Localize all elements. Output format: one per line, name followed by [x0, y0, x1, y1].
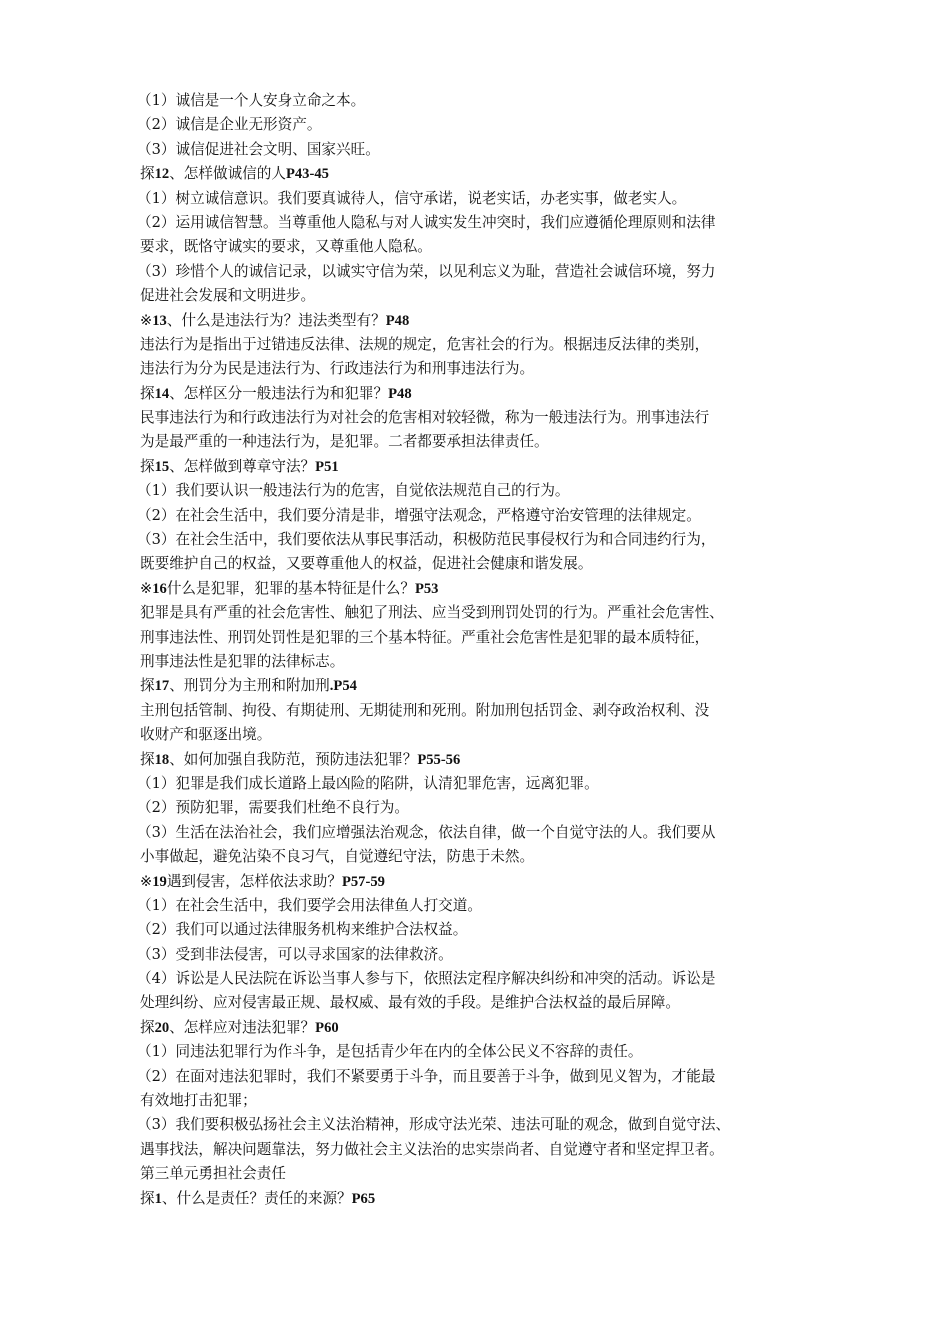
paragraph-line	[140, 284, 820, 308]
paragraph-line	[140, 406, 820, 430]
question-heading	[140, 455, 820, 479]
text-span: 小事做起，避免沾染不良习气，自觉遵纪守法，防患于未然。	[140, 848, 535, 866]
text-span: 要求，既恪守诚实的要求，又尊重他人隐私。	[140, 238, 432, 256]
question-heading	[140, 674, 820, 698]
text-span: ※	[140, 579, 153, 597]
list-item-line	[137, 943, 820, 967]
text-span: （1）我们要认识一般违法行为的危害，自觉依法规范自己的行为。	[137, 482, 570, 500]
text-span: 、什么是违法行为？违法类型有？	[166, 311, 386, 329]
text-span: 什么是犯罪，犯罪的基本特征是什么？	[166, 579, 415, 597]
text-span: 探	[140, 457, 155, 475]
bold-text: P51	[315, 458, 339, 475]
bold-text: 20	[154, 1019, 170, 1036]
bold-text: 18	[154, 751, 170, 768]
list-item-line	[137, 89, 820, 113]
text-span: 、怎样区分一般违法行为和犯罪？	[169, 384, 389, 402]
text-span: （3）受到非法侵害，可以寻求国家的法律救济。	[137, 945, 453, 963]
text-span: 既要维护自己的权益，又要尊重他人的权益，促进社会健康和谐发展。	[140, 555, 593, 573]
bold-text: 16	[152, 580, 167, 597]
text-span: （1）诚信是一个人安身立命之本。	[137, 92, 366, 109]
paragraph-line	[140, 626, 820, 650]
text-span: （2）在社会生活中，我们要分清是非，增强守法观念，严格遵守治安管理的法律规定。	[137, 506, 701, 524]
bold-text: P48	[388, 385, 412, 402]
text-span: 探	[140, 750, 155, 768]
question-heading	[140, 382, 820, 406]
bold-text: P48	[385, 312, 410, 329]
text-span: 犯罪是具有严重的社会危害性、触犯了刑法、应当受到刑罚处罚的行为。严重社会危害性、	[140, 604, 724, 622]
list-item-line	[137, 1113, 820, 1137]
list-item-line	[137, 528, 820, 552]
text-span: ※	[140, 311, 153, 329]
paragraph-line	[140, 845, 820, 869]
list-item-line	[137, 479, 820, 503]
bold-text: P55-56	[417, 751, 461, 768]
bold-text: 15	[154, 458, 170, 475]
text-span: 、怎样做诚信的人	[169, 165, 286, 183]
text-span: 刑事违法性、刑罚处罚性是犯罪的三个基本特征。严重社会危害性是犯罪的最本质特征，	[140, 628, 710, 646]
text-span: （3）在社会生活中，我们要依法从事民事活动，积极防范民事侵权行为和合同违约行为，	[137, 531, 716, 549]
paragraph-line	[140, 723, 820, 747]
bold-text: P60	[315, 1019, 339, 1036]
list-item-line	[137, 504, 820, 528]
paragraph-line	[140, 430, 820, 454]
text-span: （3）诚信促进社会文明、国家兴旺。	[137, 140, 380, 158]
text-span: （4）诉讼是人民法院在诉讼当事人参与下，依照法定程序解决纠纷和冲突的活动。诉讼是	[137, 970, 716, 988]
text-span: 探	[140, 1189, 155, 1207]
paragraph-line	[140, 552, 820, 576]
question-heading	[140, 577, 820, 601]
paragraph-line	[140, 357, 820, 381]
question-heading	[140, 1187, 820, 1211]
text-span: 刑事违法性是犯罪的法律标志。	[140, 652, 345, 670]
text-span: （3）珍惜个人的诚信记录，以诚实守信为荣，以见利忘义为耻，营造社会诚信环境，努力	[137, 262, 716, 280]
text-span: 探	[140, 165, 155, 183]
text-span: （2）在面对违法犯罪时，我们不紧要勇于斗争，而且要善于斗争，做到见义智为，才能最	[137, 1067, 716, 1085]
paragraph-line	[140, 1138, 820, 1162]
list-item-line	[137, 1040, 820, 1064]
text-span: 处理纠纷、应对侵害最正规、最权威、最有效的手段。是维护合法权益的最后屏障。	[140, 994, 680, 1012]
text-span: 、怎样应对违法犯罪？	[169, 1018, 316, 1036]
list-item-line	[137, 113, 820, 137]
paragraph-line	[140, 1162, 820, 1186]
bold-text: P43-45	[285, 166, 329, 183]
text-span: 民事违法行为和行政违法行为对社会的危害相对较轻微，称为一般违法行为。刑事违法行	[140, 409, 710, 427]
question-heading	[140, 870, 820, 894]
bold-text: P53	[414, 580, 439, 597]
text-span: （2）我们可以通过法律服务机构来维护合法权益。	[137, 921, 468, 939]
text-span: 、什么是责任？责任的来源？	[161, 1189, 352, 1207]
list-item-line	[137, 187, 820, 211]
text-span: ※	[140, 872, 153, 890]
bold-text: 12	[154, 166, 170, 183]
paragraph-line	[140, 650, 820, 674]
text-span: 收财产和驱逐出境。	[140, 726, 272, 744]
text-span: （2）预防犯罪，需要我们杜绝不良行为。	[137, 799, 409, 817]
question-heading	[140, 309, 820, 333]
text-span: 、怎样做到尊章守法？	[169, 457, 316, 475]
text-span: 违法行为是指出于过错违反法律、法规的规定，危害社会的行为。根据违反法律的类别，	[140, 335, 710, 353]
list-item-line	[137, 967, 820, 991]
text-span: （1）在社会生活中，我们要学会用法律鱼人打交道。	[137, 896, 482, 914]
text-span: 为是最严重的一种违法行为，是犯罪。二者都要承担法律责任。	[140, 433, 549, 451]
list-item-line	[137, 796, 820, 820]
bold-text: P65	[351, 1190, 376, 1207]
text-span: （2）运用诚信智慧。当尊重他人隐私与对人诚实发生冲突时，我们应遵循伦理原则和法律	[137, 213, 716, 231]
text-span: （1）同违法犯罪行为作斗争，是包括青少年在内的全体公民义不容辞的责任。	[137, 1043, 643, 1061]
bold-text: 17	[154, 678, 170, 695]
paragraph-line	[140, 991, 820, 1015]
list-item-line	[137, 821, 820, 845]
text-span: 促进社会发展和文明进步。	[140, 287, 316, 305]
list-item-line	[137, 211, 820, 235]
text-span: 有效地打击犯罪；	[140, 1092, 257, 1110]
bold-text: .P54	[329, 678, 357, 695]
question-heading	[140, 1016, 820, 1040]
text-span: 、刑罚分为主刑和附加刑	[169, 677, 330, 695]
text-span: 遇事找法，解决问题靠法，努力做社会主义法治的忠实崇尚者、自觉遵守者和坚定捍卫者。	[140, 1140, 724, 1158]
list-item-line	[137, 772, 820, 796]
paragraph-line	[140, 1089, 820, 1113]
list-item-line	[137, 918, 820, 942]
text-span: 探	[140, 677, 155, 695]
bold-text: 13	[152, 312, 167, 329]
paragraph-line	[140, 601, 820, 625]
document-page	[137, 89, 820, 1211]
list-item-line	[137, 260, 820, 284]
bold-text: 1	[154, 1190, 162, 1207]
text-span: 遇到侵害，怎样依法求助？	[166, 872, 342, 890]
bold-text: P57-59	[341, 873, 385, 890]
text-span: 主刑包括管制、拘役、有期徒刑、无期徒刑和死刑。附加刑包括罚金、剥夺政治权利、没	[140, 701, 710, 719]
question-heading	[140, 748, 820, 772]
text-span: 探	[140, 384, 155, 402]
text-span: （3）我们要积极弘扬社会主义法治精神，形成守法光荣、违法可耻的观念，做到自觉守法、	[137, 1116, 731, 1134]
text-span: （1）树立诚信意识。我们要真诚待人，信守承诺，说老实话，办老实事，做老实人。	[137, 189, 687, 207]
paragraph-line	[140, 333, 820, 357]
bold-text: 14	[154, 385, 170, 402]
text-span: 、如何加强自我防范，预防违法犯罪？	[169, 750, 418, 768]
text-span: 探	[140, 1018, 155, 1036]
text-span: （2）诚信是企业无形资产。	[137, 116, 322, 134]
list-item-line	[137, 894, 820, 918]
paragraph-line	[140, 699, 820, 723]
question-heading	[140, 162, 820, 186]
paragraph-line	[140, 235, 820, 259]
text-span: （1）犯罪是我们成长道路上最凶险的陷阱，认清犯罪危害，远离犯罪。	[137, 774, 599, 792]
text-span: （3）生活在法治社会，我们应增强法治观念，依法自律，做一个自觉守法的人。我们要从	[137, 823, 716, 841]
bold-text: 19	[152, 873, 167, 890]
text-span: 违法行为分为民是违法行为、行政违法行为和刑事违法行为。	[140, 360, 535, 378]
list-item-line	[137, 138, 820, 162]
list-item-line	[137, 1065, 820, 1089]
text-span: 第三单元勇担社会责任	[140, 1165, 286, 1183]
